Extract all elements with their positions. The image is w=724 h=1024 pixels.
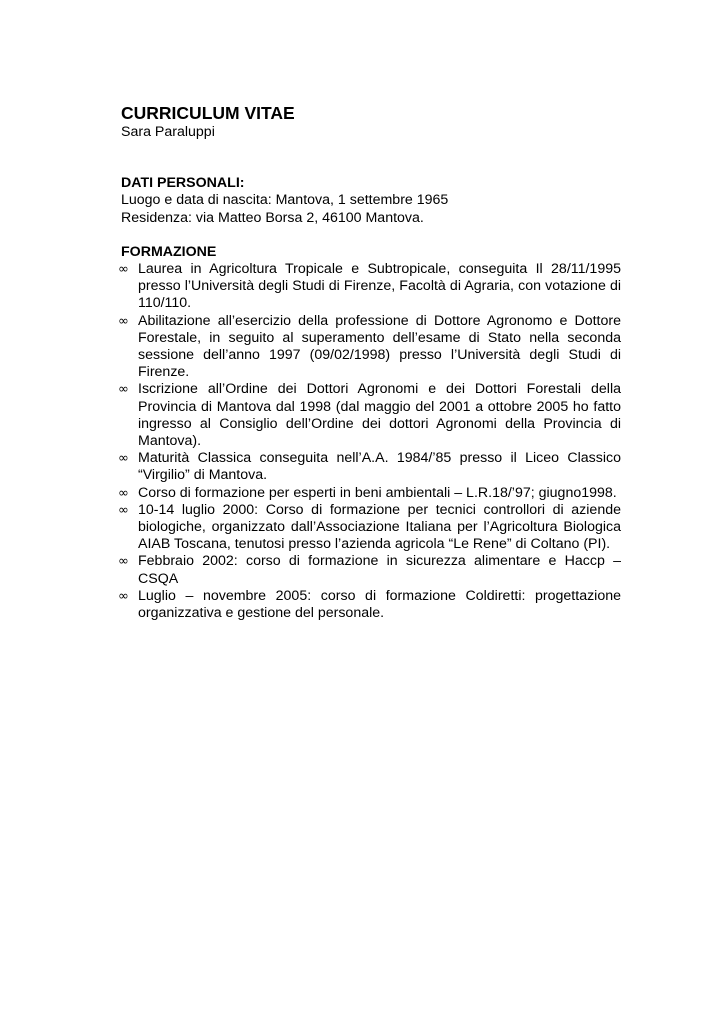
list-item bbox=[118, 261, 621, 313]
list-item-text: Iscrizione all’Ordine dei Dottori Agronomi e dei Dottori Forestali della Provincia di Mantova dal 1998 (dal maggio del 2001 a ottobre 2005 ho fatto ingresso al Consiglio dell’Ordine dei dottori Agronomi della Provincia di Mantova). bbox=[138, 381, 621, 450]
list-item-text: Luglio – novembre 2005: corso di formazione Coldiretti: progettazione organizzativa e gestione del personale. bbox=[138, 587, 621, 622]
section-heading-education: FORMAZIONE bbox=[121, 243, 217, 260]
spacer bbox=[121, 227, 621, 244]
list-item-text: 10-14 luglio 2000: Corso di formazione per tecnici controllori di aziende biologiche, organizzato dall’Associazione Italiana per l’Agricoltura Biologica AIAB Toscana, tenutosi presso l’azienda agricola “Le Rene” di Coltano (PI). bbox=[138, 501, 621, 553]
list-item bbox=[118, 501, 621, 554]
infinity-bullet-icon: ∞ bbox=[118, 485, 129, 501]
list-item-text: Laurea in Agricoltura Tropicale e Subtropicale, conseguita Il 28/11/1995 presso l’Università degli Studi di Firenze, Facoltà di Agraria, con votazione di 110/110. bbox=[138, 261, 621, 312]
infinity-bullet-icon: ∞ bbox=[118, 554, 129, 570]
infinity-bullet-icon: ∞ bbox=[118, 502, 129, 518]
list-item-text: Corso di formazione per esperti in beni ambientali – L.R.18/’97; giugno1998. bbox=[138, 484, 617, 501]
list-item-text: Abilitazione all’esercizio della professione di Dottore Agronomo e Dottore Forestale, in seguito al superamento dell’esame di Stato nella seconda sessione dell’anno 1997 (09/02/1998) presso l’Università degli Studi di Firenze. bbox=[138, 312, 621, 381]
spacer bbox=[121, 141, 621, 175]
list-item-text: Maturità Classica conseguita nell’A.A. 1984/’85 presso il Liceo Classico “Virgilio” di Mantova. bbox=[138, 450, 621, 484]
list-item bbox=[118, 484, 621, 502]
residence-info: Residenza: via Matteo Borsa 2, 46100 Mantova. bbox=[121, 209, 424, 226]
list-item bbox=[118, 553, 621, 587]
list-item bbox=[118, 312, 621, 382]
list-item bbox=[118, 587, 621, 622]
list-item bbox=[118, 450, 621, 484]
birth-info: Luogo e data di nascita: Mantova, 1 settembre 1965 bbox=[121, 192, 449, 209]
list-item bbox=[118, 381, 621, 450]
infinity-bullet-icon: ∞ bbox=[118, 382, 129, 398]
person-name: Sara Paraluppi bbox=[121, 124, 215, 140]
infinity-bullet-icon: ∞ bbox=[118, 313, 129, 329]
infinity-bullet-icon: ∞ bbox=[118, 451, 129, 467]
section-heading-personal: DATI PERSONALI: bbox=[121, 175, 245, 192]
document-title: CURRICULUM VITAE bbox=[121, 103, 295, 123]
infinity-bullet-icon: ∞ bbox=[118, 262, 129, 278]
list-item-text: Febbraio 2002: corso di formazione in sicurezza alimentare e Haccp – CSQA bbox=[138, 553, 621, 587]
infinity-bullet-icon: ∞ bbox=[118, 588, 129, 604]
education-list bbox=[118, 261, 621, 622]
document-page bbox=[118, 103, 621, 622]
